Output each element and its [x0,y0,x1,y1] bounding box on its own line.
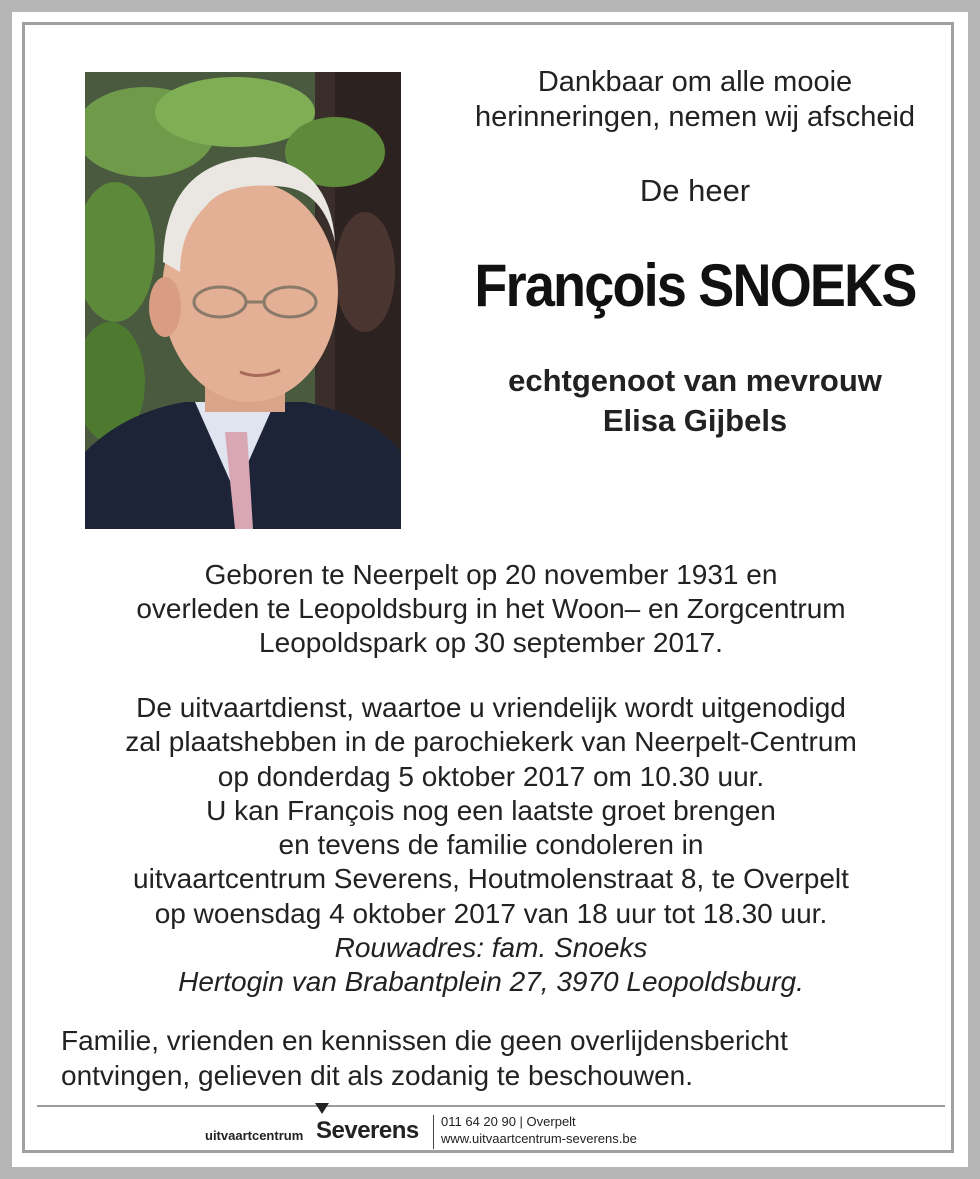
spouse-line: Elisa Gijbels [602,403,788,438]
notice-line: ontvingen, gelieven dit als zodanig te beschouwen. [61,1060,693,1091]
intro-text [425,65,965,135]
brand-prefix: uitvaartcentrum [205,1128,304,1143]
website-link[interactable]: www.uitvaartcentrum-severens.be [441,1131,637,1146]
obituary-frame [22,22,954,1153]
obituary-card [12,12,968,1167]
service-line: op woensdag 4 oktober 2017 van 18 uur tot 18.30 uur. [154,897,828,929]
footer-divider [37,1105,945,1107]
birth-line: Leopoldspark op 30 september 2017. [259,627,723,658]
brand-name: Severens [316,1117,419,1144]
intro-line: Dankbaar om alle mooie [537,66,853,98]
notice-line: Familie, vrienden en kennissen die geen overlijdensbericht [61,1025,788,1056]
address-line: Hertogin van Brabantplein 27, 3970 Leopoldsburg. [178,966,804,998]
service-line: U kan François nog een laatste groet brengen [206,794,776,826]
honorific: De heer [639,173,751,208]
intro-line: herinneringen, nemen wij afscheid [474,101,916,133]
spouse-line: echtgenoot van mevrouw [508,363,882,398]
service-line: uitvaartcentrum Severens, Houtmolenstraat 8, te Overpelt [133,863,849,895]
address-line: Rouwadres: fam. Snoeks [334,932,648,964]
birth-line: overleden te Leopoldsburg in het Woon– en Zorgcentrum [136,593,846,624]
service-line: op donderdag 5 oktober 2017 om 10.30 uur. [217,760,765,792]
birth-line: Geboren te Neerpelt op 20 november 1931 en [204,559,778,590]
service-line: De uitvaartdienst, waartoe u vriendelijk wordt uitgenodigd [136,692,846,723]
funeral-home-footer [205,1113,805,1153]
birth-death-text [25,558,957,660]
service-text [25,691,957,1000]
brand-arrow-icon [315,1103,329,1114]
portrait-photo [85,72,401,529]
phone-line: 011 64 20 90 | Overpelt [441,1114,576,1129]
deceased-name: François SNOEKS [474,252,916,319]
service-line: zal plaatshebben in de parochiekerk van Neerpelt-Centrum [125,726,857,758]
notice-text [61,1023,941,1093]
footer-separator [433,1115,434,1149]
spouse-text [425,361,965,441]
service-line: en tevens de familie condoleren in [278,829,704,861]
